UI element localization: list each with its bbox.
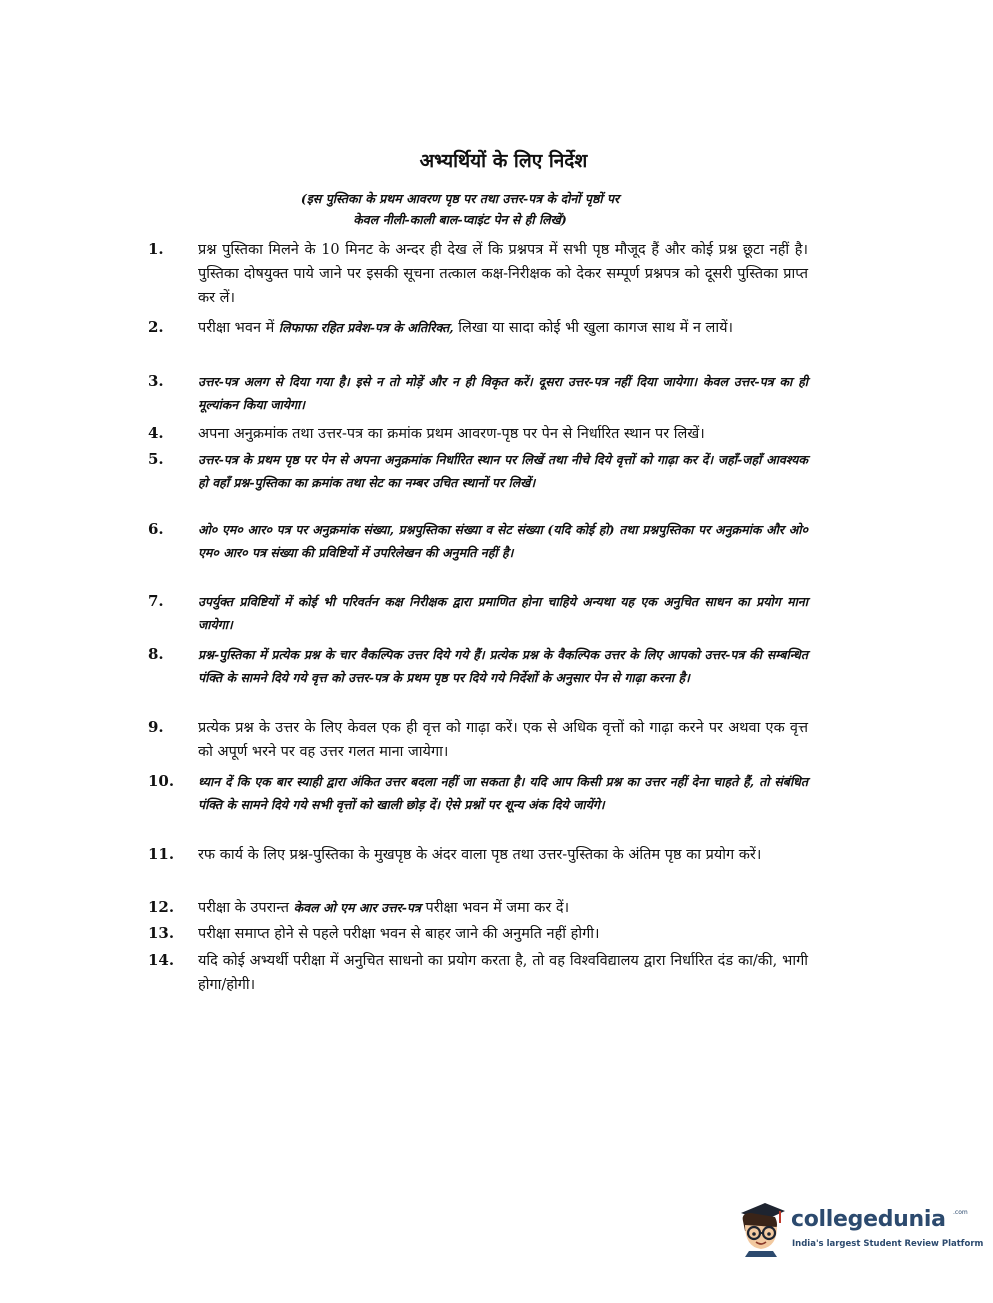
subtitle-line-1: (इस पुस्तिका के प्रथम आवरण पृष्ठ पर तथा उत्तर-पत्र के दोनों पृष्ठों पर xyxy=(300,191,620,206)
item-text: ओ० एम० आर० पत्र पर अनुक्रमांक संख्या, प्रश्नपुस्तिका संख्या व सेट संख्या (यदि कोई हो) तथा प्रश्नपुस्तिका पर अनुक्रमांक और ओ० एम० आर० पत्र संख्या की प्रविष्टियों में उपरिलेखन की अनुमति नहीं है। xyxy=(198,522,808,560)
item-number: 2. xyxy=(148,318,164,336)
item-text: उत्तर-पत्र अलग से दिया गया है। इसे न तो मोड़ें और न ही विकृत करें। दूसरा उत्तर-पत्र नहीं दिया जायेगा। केवल उत्तर-पत्र का ही मूल्यांकन किया जायेगा। xyxy=(198,374,808,412)
item-text-part: परीक्षा भवन में जमा कर दें। xyxy=(420,900,570,916)
item-number: 3. xyxy=(148,372,164,390)
subtitle-line-2: केवल नीली-काली बाल-प्वाइंट पेन से ही लिखें) xyxy=(353,212,567,227)
item-text: यदि कोई अभ्यर्थी परीक्षा में अनुचित साधनो का प्रयोग करता है, तो वह विश्वविद्यालय द्वारा निर्धारित दंड का/की, भागी होगा/होगी। xyxy=(198,953,808,993)
item-number: 11. xyxy=(148,845,175,863)
item-number: 6. xyxy=(148,520,164,538)
item-text-emphasis: केवल ओ एम आर उत्तर-पत्र xyxy=(293,900,421,915)
item-number: 4. xyxy=(148,424,164,442)
item-number: 10. xyxy=(148,772,175,790)
item-text-emphasis: लिफाफा रहित प्रवेश-पत्र के अतिरिक्त, xyxy=(278,320,454,335)
item-text: परीक्षा समाप्त होने से पहले परीक्षा भवन से बाहर जाने की अनुमति नहीं होगी। xyxy=(198,926,600,942)
item-text: प्रश्न पुस्तिका मिलने के 10 मिनट के अन्दर ही देख लें कि प्रश्नपत्र में सभी पृष्ठ मौजूद हैं और कोई प्रश्न छूटा नहीं है। पुस्तिका दोषयुक्त पाये जाने पर इसकी सूचना तत्काल कक्ष-निरीक्षक को देकर सम्पूर्ण प्रश्नपत्र को दूसरी पुस्तिका प्राप्त कर लें। xyxy=(198,242,808,306)
item-text: प्रश्न-पुस्तिका में प्रत्येक प्रश्न के चार वैकल्पिक उत्तर दिये गये हैं। प्रत्येक प्रश्न के वैकल्पिक उत्तर के लिए आपको उत्तर-पत्र की सम्बन्धित पंक्ति के सामने दिये गये वृत्त को उत्तर-पत्र के प्रथम पृष्ठ पर दिये गये निर्देशों के अनुसार पेन से गाढ़ा करना है। xyxy=(198,647,808,685)
item-number: 9. xyxy=(148,718,164,736)
collegedunia-logo xyxy=(735,1195,984,1265)
item-number: 7. xyxy=(148,592,164,610)
item-number: 8. xyxy=(148,645,164,663)
item-text: उपर्युक्त प्रविष्टियों में कोई भी परिवर्तन कक्ष निरीक्षक द्वारा प्रमाणित होना चाहिये अन्यथा यह एक अनुचित साधन का प्रयोग माना जायेगा। xyxy=(198,594,808,632)
logo-domain: .com xyxy=(953,1209,968,1216)
logo-wordmark: collegedunia xyxy=(791,1207,946,1232)
item-text xyxy=(198,316,808,340)
item-number: 5. xyxy=(148,450,164,468)
item-text-part: परीक्षा के उपरान्त xyxy=(198,900,294,916)
item-number: 1. xyxy=(148,240,164,258)
student-mascot-icon xyxy=(735,1195,787,1257)
item-number: 13. xyxy=(148,924,175,942)
item-text-part: लिखा या सादा कोई भी खुला कागज साथ में न लायें। xyxy=(453,320,733,336)
item-text: उत्तर-पत्र के प्रथम पृष्ठ पर पेन से अपना अनुक्रमांक निर्धारित स्थान पर लिखें तथा नीचे दिये वृत्तों को गाढ़ा कर दें। जहाँ-जहाँ आवश्यक हो वहाँ प्रश्न-पुस्तिका का क्रमांक तथा सेट का नम्बर उचित स्थानों पर लिखें। xyxy=(198,452,808,490)
item-text: अपना अनुक्रमांक तथा उत्तर-पत्र का क्रमांक प्रथम आवरण-पृष्ठ पर पेन से निर्धारित स्थान पर लिखें। xyxy=(198,426,705,442)
item-text: प्रत्येक प्रश्न के उत्तर के लिए केवल एक ही वृत्त को गाढ़ा करें। एक से अधिक वृत्तों को गाढ़ा करने पर अथवा एक वृत्त को अपूर्ण भरने पर वह उत्तर गलत माना जायेगा। xyxy=(198,720,808,760)
item-text: ध्यान दें कि एक बार स्याही द्वारा अंकित उत्तर बदला नहीं जा सकता है। यदि आप किसी प्रश्न का उत्तर नहीं देना चाहते हैं, तो संबंधित पंक्ति के सामने दिये गये सभी वृत्तों को खाली छोड़ दें। ऐसे प्रश्नों पर शून्य अंक दिये जायेंगे। xyxy=(198,774,808,812)
item-text xyxy=(198,896,808,920)
item-text-part: परीक्षा भवन में xyxy=(198,320,279,336)
item-number: 12. xyxy=(148,898,175,916)
item-number: 14. xyxy=(148,951,175,969)
logo-tagline: India's largest Student Review Platform xyxy=(792,1239,984,1249)
item-text: रफ कार्य के लिए प्रश्न-पुस्तिका के मुखपृष्ठ के अंदर वाला पृष्ठ तथा उत्तर-पुस्तिका के अंतिम पृष्ठ का प्रयोग करें। xyxy=(198,847,762,863)
page-title: अभ्यर्थियों के लिए निर्देश xyxy=(419,150,588,172)
